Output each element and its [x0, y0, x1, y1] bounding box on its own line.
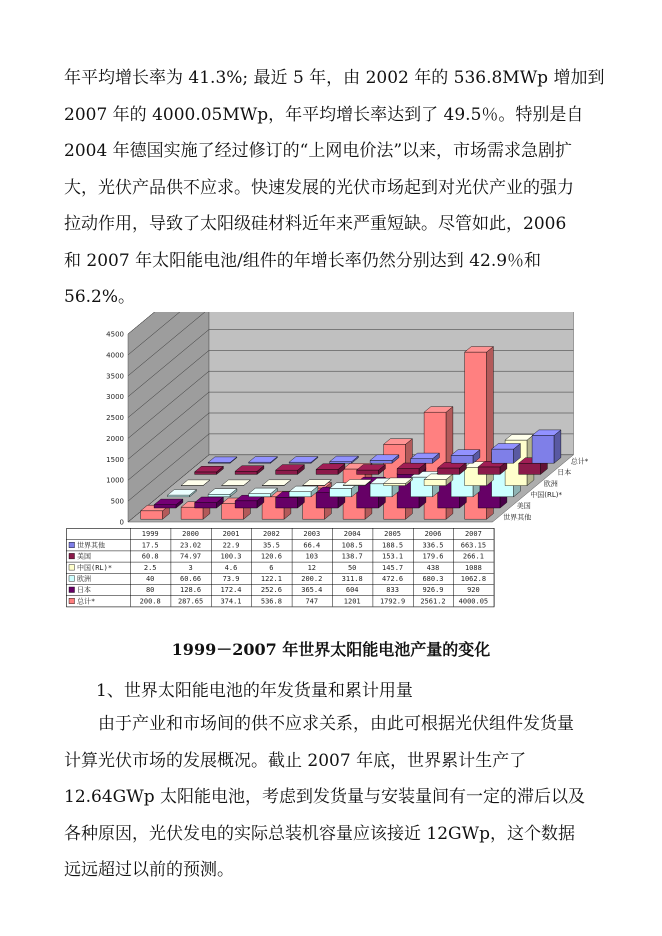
bar-front	[370, 460, 392, 463]
legend-swatch	[69, 587, 75, 593]
depth-axis-label: 美国	[516, 502, 531, 511]
bar-front	[141, 511, 163, 519]
data-label: 2.5	[143, 563, 157, 572]
bar-front	[519, 463, 541, 474]
legend-label: 美国	[77, 552, 91, 561]
bar-front	[276, 497, 298, 508]
data-label: 23.02	[180, 541, 202, 550]
data-label: 12	[307, 563, 317, 572]
text-line: 由于产业和市场间的供不应求关系，由此可根据光伏组件发货量	[98, 714, 574, 734]
bar-front	[411, 459, 433, 464]
bar	[438, 462, 467, 474]
legend-swatch	[69, 576, 75, 582]
data-label: 60.8	[141, 552, 159, 561]
data-label: 103	[305, 552, 319, 561]
data-label: 172.4	[220, 586, 242, 595]
x-tick-label: 2005	[384, 530, 402, 539]
data-label: 374.1	[220, 597, 242, 606]
x-tick-label: 2003	[303, 530, 321, 539]
chart-caption: 1999－2007 年世界太阳能电池产量的变化	[171, 640, 491, 659]
bar-front	[195, 472, 217, 475]
bar-front	[357, 470, 379, 474]
depth-axis-label: 日本	[557, 468, 572, 477]
data-label: 138.7	[341, 552, 363, 561]
data-label: 108.5	[341, 541, 363, 550]
text-line: 2004 年德国实施了经过修订的“上网电价法”以来，市场需求急剧扩	[64, 141, 573, 161]
data-label: 80	[145, 586, 155, 595]
body-paragraph-2	[64, 706, 604, 889]
text-line: 大，光伏产品供不应求。快速发展的光伏市场起到对光伏产业的强力	[64, 177, 574, 198]
data-label: 35.5	[262, 541, 280, 550]
body-paragraph-1	[64, 60, 604, 316]
data-label: 128.6	[180, 586, 202, 595]
bar-front	[424, 480, 446, 486]
x-tick-label: 1999	[141, 530, 159, 539]
bar-front	[276, 470, 298, 474]
bar-front	[235, 501, 257, 508]
data-label: 266.1	[462, 552, 484, 561]
data-label: 188.5	[382, 541, 404, 550]
data-label: 60.66	[180, 575, 202, 583]
data-label: 663.15	[460, 541, 487, 550]
bar	[532, 430, 561, 463]
text-line: 计算光伏市场的发展概况。截止 2007 年底，世界累计生产了	[64, 750, 527, 771]
text-line: 和 2007 年太阳能电池/组件的年增长率仍然分别达到 42.9％和	[64, 250, 542, 271]
data-label: 200.2	[301, 575, 323, 583]
data-label: 252.6	[260, 586, 282, 595]
section-heading: 1、世界太阳能电池的年发货量和累计用量	[96, 681, 413, 701]
bar-front	[330, 462, 352, 464]
data-label: 3	[188, 563, 193, 572]
bar-front	[289, 492, 311, 497]
text-line: 拉动作用，导致了太阳级硅材料近年来严重短缺。尽管如此，2006	[64, 214, 567, 234]
y-tick-label: 0	[119, 518, 124, 527]
data-label: 74.97	[180, 552, 202, 561]
bar-front	[330, 488, 352, 496]
bar	[451, 450, 480, 464]
depth-axis-label: 中国(RL)*	[530, 491, 562, 499]
y-tick-label: 4500	[106, 330, 124, 339]
legend-label: 中国(RL)*	[77, 563, 113, 572]
legend-swatch	[69, 598, 75, 604]
data-label: 1062.8	[460, 575, 487, 583]
data-label: 920	[467, 586, 480, 595]
legend-label: 世界其他	[77, 541, 105, 550]
text-line: 12.64GWp 太阳能电池，考虑到发货量与安装量间有一定的滞后以及	[64, 787, 586, 807]
x-tick-label: 2000	[182, 530, 200, 539]
bar	[492, 444, 521, 464]
x-tick-label: 2006	[424, 530, 442, 539]
text-line: 年平均增长率为 41.3%; 最近 5 年，由 2002 年的 536.8MWp 增加到	[64, 68, 605, 88]
bar-front	[438, 468, 460, 474]
legend-label: 欧洲	[77, 575, 91, 583]
bar-front	[249, 494, 271, 497]
bar-front	[181, 507, 203, 519]
data-label: 17.5	[141, 541, 159, 550]
data-label: 6	[269, 563, 274, 572]
data-label: 122.1	[260, 575, 282, 583]
data-label: 40	[145, 575, 155, 583]
data-label: 100.3	[220, 552, 242, 561]
text-line: 各种原因，光伏发电的实际总装机容量应该接近 12GWp，这个数据	[64, 823, 575, 844]
bar-front	[208, 494, 230, 497]
bar-front	[532, 436, 554, 464]
bar-front	[492, 449, 514, 463]
data-label: 145.7	[382, 563, 404, 572]
data-label: 604	[345, 586, 359, 595]
data-label: 1792.9	[379, 597, 406, 606]
data-label: 1088	[464, 563, 482, 572]
bar	[235, 495, 264, 508]
data-label: 179.6	[422, 552, 444, 561]
data-label: 153.1	[382, 552, 404, 561]
bar-front	[397, 469, 419, 475]
legend-swatch	[69, 553, 75, 559]
bar-front	[154, 505, 176, 508]
depth-axis-label: 总计*	[570, 457, 589, 466]
data-label: 536.8	[260, 597, 282, 606]
text-line: 56.2%。	[64, 287, 136, 307]
legend-swatch	[69, 565, 75, 571]
data-label: 336.5	[422, 541, 444, 550]
data-label: 120.6	[260, 552, 282, 561]
bar-front	[478, 467, 500, 475]
bar-front	[168, 495, 190, 497]
y-tick-label: 1000	[106, 476, 124, 485]
x-tick-label: 2001	[222, 530, 240, 539]
x-tick-label: 2007	[464, 530, 482, 539]
data-label: 50	[347, 563, 357, 572]
bar-front	[384, 484, 406, 486]
bar-front	[195, 503, 217, 508]
bar-front	[451, 455, 473, 463]
data-label: 438	[426, 563, 440, 572]
y-tick-label: 4000	[106, 351, 124, 360]
chart-back-wall	[209, 312, 574, 455]
data-label: 4.6	[224, 563, 238, 572]
bar-front	[316, 469, 338, 474]
data-label: 472.6	[382, 575, 404, 583]
data-table	[66, 528, 494, 607]
y-tick-label: 500	[110, 497, 124, 506]
bar-front	[235, 471, 257, 474]
depth-axis-label: 欧洲	[543, 479, 558, 488]
y-tick-label: 2500	[106, 414, 124, 423]
legend-label: 日本	[77, 586, 91, 595]
data-label: 833	[386, 586, 399, 595]
x-tick-label: 2004	[343, 530, 361, 539]
x-tick-label: 2002	[262, 530, 280, 539]
data-label: 73.9	[222, 575, 240, 583]
legend-swatch	[69, 542, 75, 548]
data-label: 365.4	[301, 586, 323, 595]
data-label: 680.3	[422, 575, 444, 583]
data-label: 311.8	[341, 575, 363, 583]
data-label: 747	[305, 597, 319, 606]
text-line: 2007 年的 4000.05MWp，年平均增长率达到了 49.5％。特别是自	[64, 104, 584, 125]
data-label: 287.65	[177, 597, 204, 606]
y-tick-label: 3000	[106, 393, 124, 402]
data-label: 200.8	[139, 597, 161, 606]
chart-svg	[66, 312, 602, 634]
y-tick-label: 3500	[106, 372, 124, 381]
legend-label: 总计*	[77, 597, 96, 606]
data-label: 4000.05	[458, 597, 489, 606]
data-label: 926.9	[422, 586, 444, 595]
text-line: 远远超过以前的预测。	[64, 860, 234, 880]
y-tick-label: 2000	[106, 434, 124, 443]
data-label: 1201	[343, 597, 361, 606]
data-label: 66.4	[303, 541, 321, 550]
depth-axis-label: 世界其他	[503, 513, 532, 522]
data-label: 22.9	[222, 541, 240, 550]
y-tick-label: 1500	[106, 455, 124, 464]
production-chart	[66, 312, 602, 634]
data-label: 2561.2	[420, 597, 446, 606]
